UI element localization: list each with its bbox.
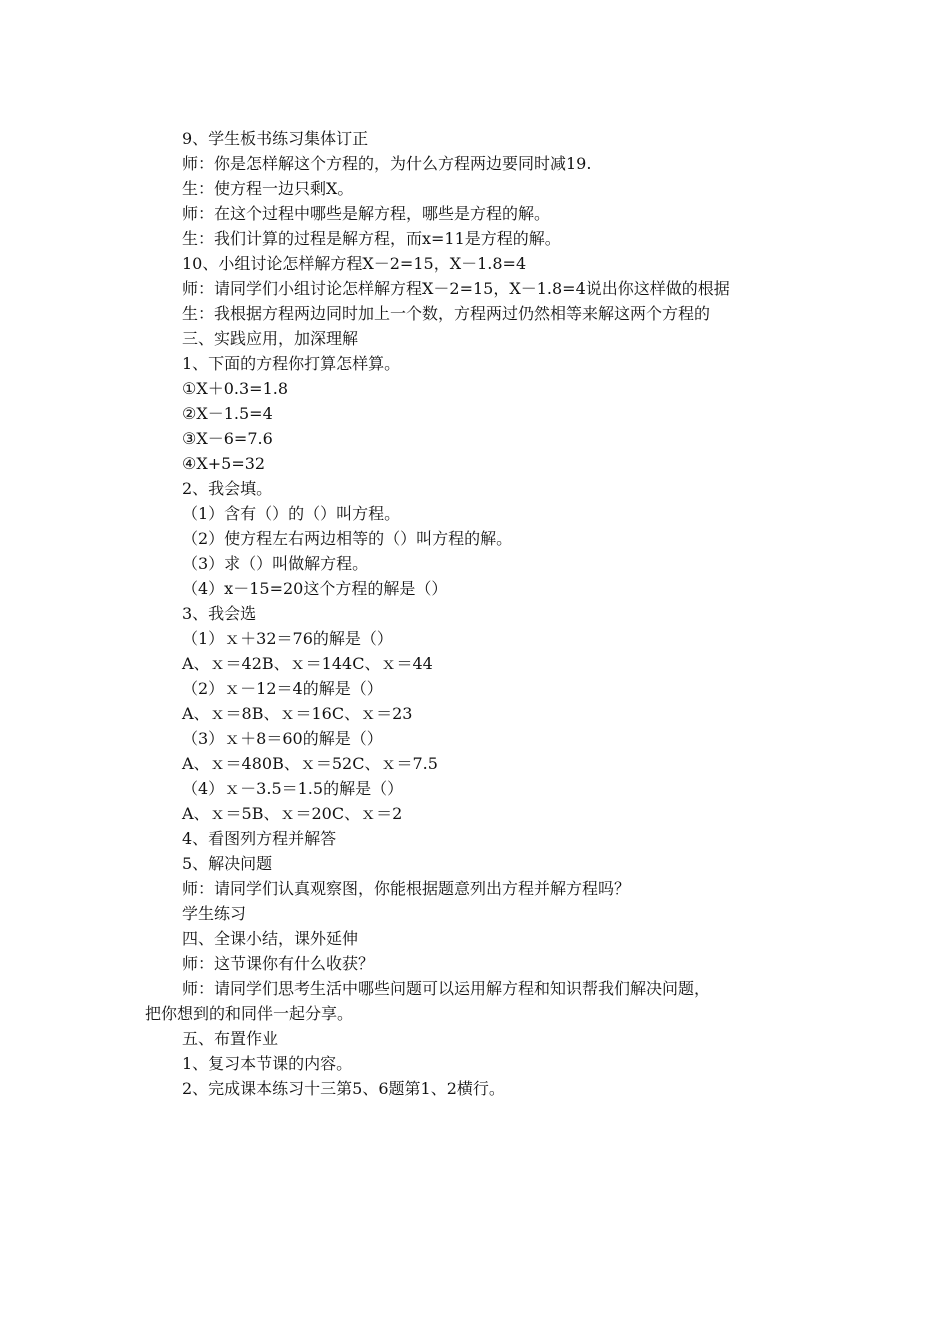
equation-item: ①X＋0.3=1.8 — [182, 379, 289, 398]
text-line: 2、我会填。 — [182, 479, 273, 498]
text-line: 4、看图列方程并解答 — [182, 829, 337, 848]
choice-options: A、ｘ＝8B、ｘ＝16C、ｘ＝23 — [182, 704, 413, 723]
text-line: 1、下面的方程你打算怎样算。 — [182, 354, 401, 373]
text-line: 师：你是怎样解这个方程的，为什么方程两边要同时减19. — [182, 154, 592, 173]
text-line: 5、解决问题 — [182, 854, 273, 873]
choice-options: A、ｘ＝5B、ｘ＝20C、ｘ＝2 — [182, 804, 403, 823]
text-line: 生：使方程一边只剩X。 — [182, 179, 354, 198]
section-heading: 四、全课小结，课外延伸 — [182, 929, 359, 948]
equation-item: ③X－6=7.6 — [182, 429, 273, 448]
choice-question: （2）ｘ－12＝4的解是（） — [182, 679, 383, 698]
text-line: 生：我根据方程两边同时加上一个数，方程两过仍然相等来解这两个方程的 — [182, 304, 711, 323]
fill-blank-item: （4）x－15=20这个方程的解是（） — [182, 579, 448, 598]
choice-question: （3）ｘ＋8＝60的解是（） — [182, 729, 383, 748]
choice-options: A、ｘ＝480B、ｘ＝52C、ｘ＝7.5 — [182, 754, 438, 773]
fill-blank-item: （1）含有（）的（）叫方程。 — [182, 504, 401, 523]
equation-item: ④X+5=32 — [182, 454, 266, 473]
choice-question: （4）ｘ－3.5＝1.5的解是（） — [182, 779, 404, 798]
fill-blank-item: （3）求（）叫做解方程。 — [182, 554, 369, 573]
text-line: 2、完成课本练习十三第5、6题第1、2横行。 — [182, 1079, 505, 1098]
section-heading: 五、布置作业 — [182, 1029, 279, 1048]
text-line: 10、小组讨论怎样解方程X－2=15，X－1.8=4 — [182, 254, 527, 273]
choice-options: A、ｘ＝42B、ｘ＝144C、ｘ＝44 — [182, 654, 433, 673]
text-line: 1、复习本节课的内容。 — [182, 1054, 353, 1073]
text-line-continuation: 把你想到的和同伴一起分享。 — [145, 1004, 354, 1023]
fill-blank-item: （2）使方程左右两边相等的（）叫方程的解。 — [182, 529, 513, 548]
section-heading: 三、实践应用，加深理解 — [182, 329, 359, 348]
text-line: 3、我会选 — [182, 604, 257, 623]
text-line: 师：请同学们认真观察图，你能根据题意列出方程并解方程吗？ — [182, 879, 631, 898]
text-line: 师：请同学们小组讨论怎样解方程X－2=15，X－1.8=4说出你这样做的根据 — [182, 279, 730, 298]
text-line: 师：这节课你有什么收获？ — [182, 954, 375, 973]
document-body — [145, 126, 825, 1101]
text-line: 学生练习 — [182, 904, 247, 923]
choice-question: （1）ｘ＋32＝76的解是（） — [182, 629, 393, 648]
text-line: 师：在这个过程中哪些是解方程，哪些是方程的解。 — [182, 204, 551, 223]
text-line: 生：我们计算的过程是解方程，而x=11是方程的解。 — [182, 229, 561, 248]
equation-item: ②X－1.5=4 — [182, 404, 273, 423]
text-line: 师：请同学们思考生活中哪些问题可以运用解方程和知识帮我们解决问题， — [182, 979, 711, 998]
text-line: 9、学生板书练习集体订正 — [182, 129, 369, 148]
